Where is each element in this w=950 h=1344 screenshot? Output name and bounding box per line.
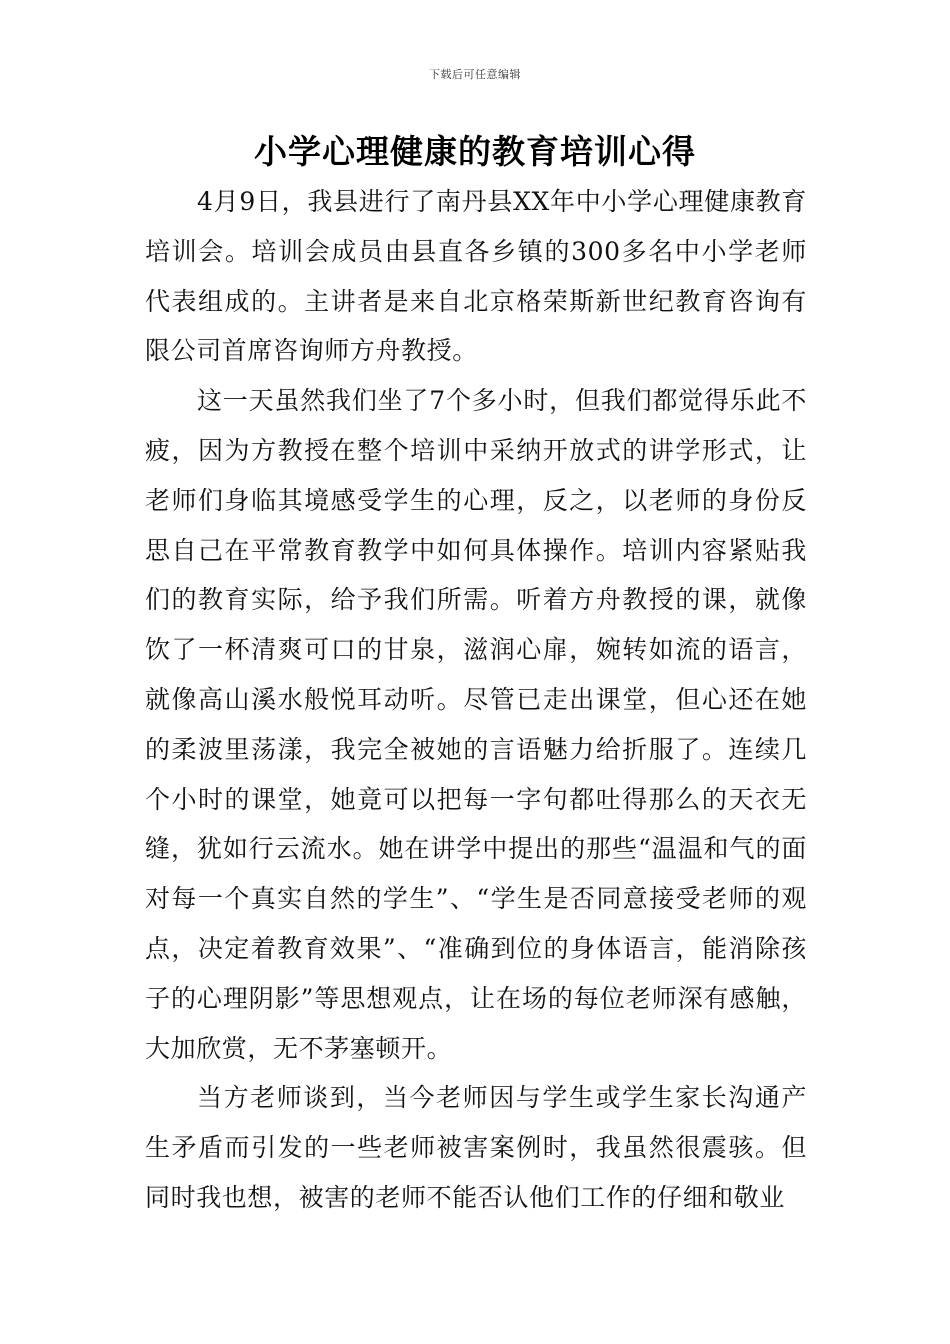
paragraph-1: 4月9日，我县进行了南丹县XX年中小学心理健康教育培训会。培训会成员由县直各乡镇的300多名中小学老师代表组成的。主讲者是来自北京格荣斯新世纪教育咨询有限公司首席咨询师方舟教授。 bbox=[145, 187, 807, 366]
header-note: 下载后可任意编辑 bbox=[429, 68, 521, 81]
paragraph-2: 这一天虽然我们坐了7个多小时，但我们都觉得乐此不疲，因为方教授在整个培训中采纳开放式的讲学形式，让老师们身临其境感受学生的心理，反之，以老师的身份反思自己在平常教育教学中如何具体操作。培训内容紧贴我们的教育实际，给予我们所需。听着方舟教授的课，就像饮了一杯清爽可口的甘泉，滋润心扉，婉转如流的语言，就像高山溪水般悦耳动听。尽管已走出课堂，但心还在她的柔波里荡漾，我完全被她的言语魅力给折服了。连续几个小时的课堂，她竟可以把每一字句都吐得那么的天衣无缝，犹如行云流水。她在讲学中提出的那些“温温和气的面对每一个真实自然的学生”、“学生是否同意接受老师的观点，决定着教育效果”、“准确到位的身体语言，能消除孩子的心理阴影”等思想观点，让在场的每位老师深有感触，大加欣赏，无不茅塞顿开。 bbox=[145, 386, 807, 1063]
paragraph-3: 当方老师谈到，当今老师因与学生或学生家长沟通产生矛盾而引发的一些老师被害案例时，我虽然很震骇。但同时我也想，被害的老师不能否认他们工作的仔细和敬业 bbox=[145, 1083, 807, 1212]
document-title: 小学心理健康的教育培训心得 bbox=[254, 132, 696, 171]
document-body bbox=[145, 177, 807, 1223]
